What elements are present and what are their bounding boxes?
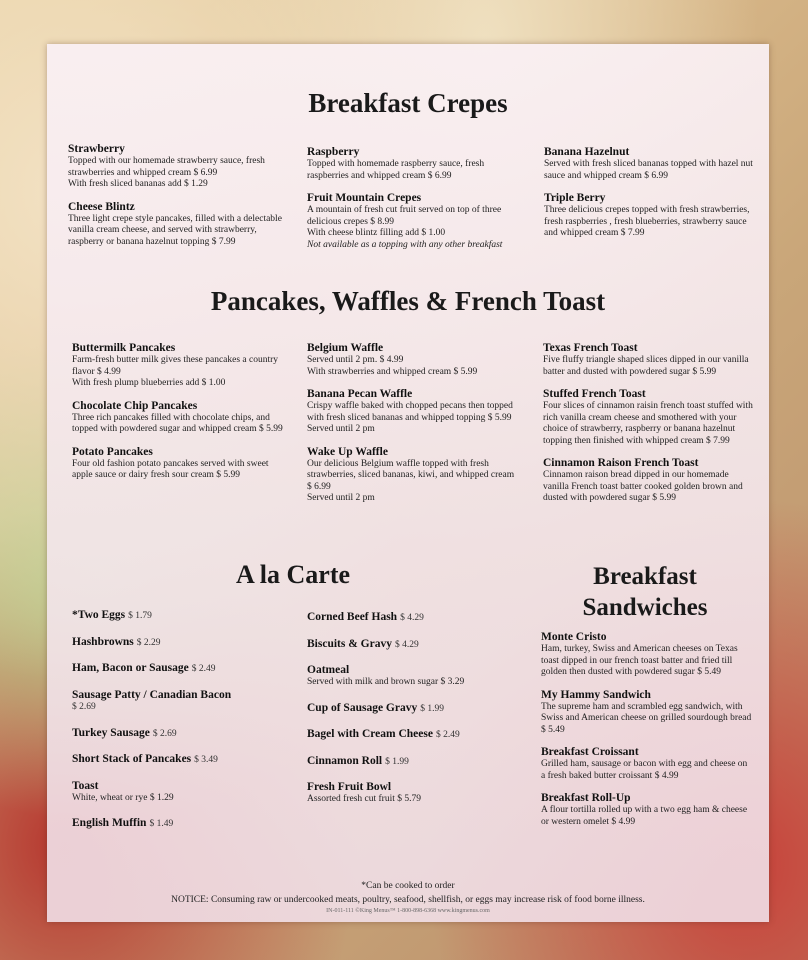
asterisk-note: *Can be cooked to order [361,881,455,891]
menu-item [307,341,519,378]
menu-item [307,727,527,742]
menu-item [72,779,294,805]
item-description: Topped with homemade raspberry sauce, fresh raspberries and whipped cream $ 6.99 [307,159,485,181]
item-price: $ 2.69 [152,728,177,739]
menu-item [307,701,527,716]
item-name: Breakfast Croissant [541,746,639,758]
sandwiches-title-line-1: Breakfast [593,563,697,590]
alacarte-column-2 [307,610,527,818]
menu-item [307,637,527,652]
item-description: Three light crepe style pancakes, filled with a delectable vanilla cream cheese, and served with strawberry, raspberry or banana hazelnut topping $ 7.99 [68,213,282,247]
sandwiches-column [541,630,753,837]
item-description: The supreme ham and scrambled egg sandwich, with Swiss and American cheese on grilled sourdough bread $ 5.49 [541,701,752,735]
item-description: Served with fresh sliced bananas topped with hazel nut sauce and whipped cream $ 6.99 [544,159,753,181]
item-name: Cheese Blintz [68,200,135,213]
menu-item [307,191,515,251]
menu-item [543,341,753,378]
item-name: Short Stack of Pancakes [72,753,192,765]
item-name: *Two Eggs [72,609,126,621]
menu-item [72,661,294,676]
fine-print: IN-011-111 ©King Menus™ 1-800-898-6368 www.kingmenus.com [326,908,490,914]
item-price: $ 2.49 [191,664,216,674]
menu-item [68,200,283,249]
item-name: Potato Pancakes [72,445,153,458]
crepes-column-3 [544,145,754,249]
item-name: Banana Pecan Waffle [307,388,413,400]
item-name: Buttermilk Pancakes [72,342,176,354]
item-name: Wake Up Waffle [307,445,388,458]
menu-item [541,630,753,679]
crepes-column-1 [68,142,283,257]
section-title-pancakes: Pancakes, Waffles & French Toast [210,286,606,316]
item-name: Turkey Sausage [72,726,150,739]
food-safety-notice: NOTICE: Consuming raw or undercooked meats, poultry, seafood, shellfish, or eggs may increase risk of food borne illness. [171,895,645,905]
item-extra: With cheese blintz filling add $ 1.00 [307,228,446,238]
section-title-crepes: Breakfast Crepes [308,88,508,118]
menu-item [543,456,753,505]
item-name: Strawberry [68,143,125,155]
menu-item [72,816,294,831]
item-name: Ham, Bacon or Sausage [72,662,189,674]
item-description: A flour tortilla rolled up with a two egg ham & cheese or western omelet $ 4.99 [541,805,748,827]
item-description: Served until 2 pm. $ 4.99 [307,355,404,365]
item-name: Stuffed French Toast [543,388,646,400]
item-description: Crispy waffle baked with chopped pecans then topped with fresh sliced bananas and whipped topping $ 5.99 [307,401,513,423]
menu-item [307,754,527,769]
menu-item [72,445,284,482]
item-description: Four slices of cinnamon raisin french toast stuffed with rich vanilla cream cheese and smothered with your choice of strawberry, raspberry or banana hazelnut topping then finished with whipped cream $ 7.99 [543,401,753,446]
item-description: Topped with our homemade strawberry sauce, fresh strawberries and whipped cream $ 6.99 [68,156,265,178]
item-price: $ 1.99 [420,703,444,714]
item-name: English Muffin [72,817,147,829]
item-description: Our delicious Belgium waffle topped with fresh strawberries, sliced bananas, kiwi, and whipped cream $ 6.99 [307,458,515,492]
item-name: Belgium Waffle [307,342,384,354]
item-price: $ 1.49 [149,819,174,829]
item-extra: With strawberries and whipped cream $ 5.99 [307,366,478,377]
item-price: $ 1.79 [128,611,152,621]
item-name: Fresh Fruit Bowl [307,781,392,793]
menu-item [541,745,753,782]
item-name: Chocolate Chip Pancakes [72,399,198,412]
menu-item [543,387,753,447]
item-extra: Served until 2 pm [307,424,375,434]
item-price: $ 4.29 [400,613,424,623]
menu-item [307,387,519,436]
item-description: Four old fashion potato pancakes served with sweet apple sauce or dairy fresh sour cream $ 5.99 [72,458,269,480]
item-name: Cinnamon Raison French Toast [543,457,699,469]
item-name: Bagel with Cream Cheese [307,728,433,740]
menu-item [541,688,753,737]
menu-item [307,610,527,625]
item-name: My Hammy Sandwich [541,688,651,701]
menu-item [544,145,754,182]
item-extra: Served until 2 pm [307,493,375,503]
item-note: Not available as a topping with any other breakfast [307,239,503,250]
menu-item [72,726,294,741]
item-price: $ 1.99 [385,756,409,767]
item-description: White, wheat or rye $ 1.29 [72,792,174,803]
item-name: Monte Cristo [541,631,607,643]
item-price: $ 2.29 [136,637,161,648]
item-name: Triple Berry [544,192,606,204]
menu-item [307,145,515,182]
item-description: Five fluffy triangle shaped slices dipped in our vanilla batter and dusted with powdered sugar $ 5.99 [543,355,749,377]
item-description: Served with milk and brown sugar $ 3.29 [307,677,465,687]
item-name: Raspberry [307,146,360,158]
item-name: Corned Beef Hash [307,611,398,623]
menu-item [72,341,284,390]
menu-item [307,780,527,806]
item-description: Farm-fresh butter milk gives these pancakes a country flavor $ 4.99 [72,355,279,377]
item-extra: With fresh plump blueberries add $ 1.00 [72,378,226,388]
item-name: Breakfast Roll-Up [541,792,631,804]
item-description: Ham, turkey, Swiss and American cheeses on Texas toast dipped in our french toast batter and fried till golden then dusted with powdered sugar $ 5.49 [541,644,738,677]
item-name: Oatmeal [307,664,350,676]
menu-item [72,635,294,650]
menu-item [72,752,294,767]
item-price: $ 4.29 [394,639,419,650]
item-description: Cinnamon raison bread dipped in our homemade vanilla French toast batter cooked golden brown and dusted with powdered sugar $ 5.99 [543,470,743,503]
item-name: Fruit Mountain Crepes [307,192,422,204]
sandwiches-title-line-2: Sandwiches [582,594,708,621]
item-extra: With fresh sliced bananas add $ 1.29 [68,179,208,189]
menu-item [307,445,519,505]
item-name: Texas French Toast [543,342,638,354]
item-description: Grilled ham, sausage or bacon with egg and cheese on a fresh baked butter croissant $ 4.99 [541,759,748,781]
item-description: Assorted fresh cut fruit $ 5.79 [307,794,421,804]
menu-item [68,142,283,191]
alacarte-column-1 [72,608,294,843]
item-price: $ 2.69 [72,702,96,712]
item-description: Three delicious crepes topped with fresh strawberries, fresh raspberries , fresh blueberries, strawberry sauce and whipped cream $ 7.99 [544,205,750,238]
menu-item [541,791,753,828]
section-title-alacarte: A la Carte [235,560,351,589]
item-name: Toast [72,779,99,792]
item-description: A mountain of fresh cut fruit served on top of three delicious crepes $ 8.99 [307,205,502,227]
pancakes-column-2 [307,341,519,514]
item-name: Sausage Patty / Canadian Bacon [72,688,232,701]
section-title-sandwiches [545,561,745,623]
menu-item [72,399,284,436]
item-price: $ 2.49 [435,730,460,740]
menu-item [307,663,527,689]
menu-item [72,608,294,623]
item-name: Cinnamon Roll [307,754,383,767]
pancakes-column-1 [72,341,284,491]
item-name: Hashbrowns [72,635,134,648]
item-price: $ 3.49 [194,755,218,765]
crepes-column-2 [307,145,515,260]
item-name: Cup of Sausage Gravy [307,701,418,714]
menu-item [72,688,294,714]
item-description: Three rich pancakes filled with chocolate chips, and topped with powdered sugar and whipped cream $ 5.99 [72,412,283,434]
menu-item [544,191,754,240]
pancakes-column-3 [543,341,753,514]
item-name: Biscuits & Gravy [307,637,392,650]
item-name: Banana Hazelnut [544,146,630,158]
